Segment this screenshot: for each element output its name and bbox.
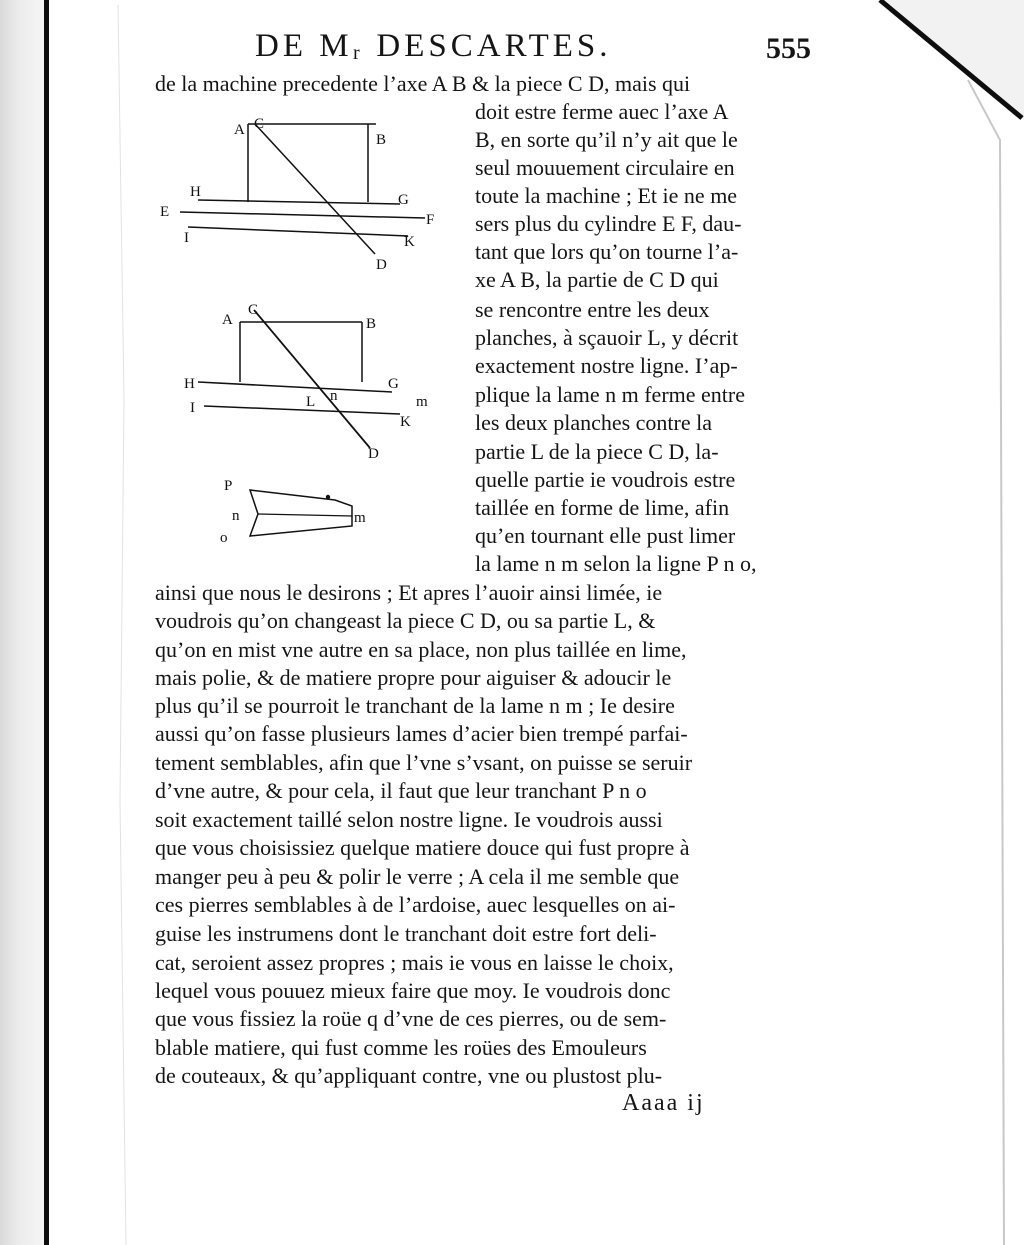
- fig1-label-g: G: [398, 192, 409, 208]
- fig1-label-e: E: [160, 204, 170, 220]
- fig2-label-c: C: [248, 302, 259, 318]
- text-line: guise les instrumens dont le tranchant doit estre fort deli-: [155, 921, 657, 946]
- figure-1-diagram: [150, 112, 450, 272]
- text-line: taillée en forme de lime, afin: [475, 495, 730, 520]
- text-line: les deux planches contre la: [475, 410, 713, 435]
- text-line: qu’en tournant elle pust limer: [475, 523, 736, 548]
- text-line: plique la lame n m ferme entre: [475, 382, 745, 407]
- fig2-label-n: n: [330, 388, 338, 404]
- text-line: que vous fissiez la roüe q d’vne de ces pierres, ou de sem-: [155, 1006, 667, 1031]
- text-line: xe A B, la partie de C D qui: [475, 267, 719, 292]
- fig1-label-h: H: [190, 184, 201, 200]
- text-line: seul mouuement circulaire en: [475, 155, 735, 180]
- text-line: qu’on en mist vne autre en sa place, non plus taillée en lime,: [155, 637, 687, 662]
- fig2-plank-h: [198, 382, 392, 392]
- text-line: manger peu à peu & polir le verre ; A cela il me semble que: [155, 864, 680, 889]
- text-line: planches, à sçauoir L, y décrit: [475, 325, 739, 350]
- fig2-piece-cd: [254, 310, 370, 448]
- text-line: la lame n m selon la ligne P n o,: [475, 551, 757, 576]
- text-line: cat, seroient assez propres ; mais ie vous en laisse le choix,: [155, 950, 674, 975]
- text-line: mais polie, & de matiere propre pour aiguiser & adoucir le: [155, 665, 672, 690]
- text-line: de couteaux, & qu’appliquant contre, vne ou plustost plu-: [155, 1063, 663, 1088]
- fig1-label-b: B: [376, 132, 387, 148]
- text-line: toute la machine ; Et ie ne me: [475, 183, 738, 208]
- fig1-cylinder-ef: [180, 212, 425, 218]
- fig2-label-l: L: [306, 394, 316, 410]
- fig2-label-a: A: [222, 312, 233, 328]
- fig1-piece-cd: [255, 124, 375, 254]
- text-line: aussi qu’on fasse plusieurs lames d’acier bien trempé parfai-: [155, 721, 688, 746]
- running-head: DE Mᵣ DESCARTES.: [255, 28, 612, 64]
- fig2-label-d: D: [368, 446, 379, 462]
- fig1-label-i: I: [184, 230, 189, 246]
- fig1-label-c: C: [254, 116, 265, 132]
- fig3-dot: [326, 495, 330, 499]
- text-line: plus qu’il se pourroit le tranchant de la lame n m ; Ie desire: [155, 693, 675, 718]
- text-line: se rencontre entre les deux: [475, 297, 710, 322]
- text-line: exactement nostre ligne. I’ap-: [475, 353, 738, 378]
- text-line: que vous choisissiez quelque matiere douce qui fust propre à: [155, 835, 690, 860]
- scan-margin: [0, 0, 46, 1245]
- text-line: ainsi que nous le desirons ; Et apres l’auoir ainsi limée, ie: [155, 580, 663, 605]
- binding-edge: [44, 0, 49, 1245]
- page-number: 555: [766, 32, 811, 65]
- fig1-label-a: A: [234, 122, 245, 138]
- fig2-label-i: I: [190, 400, 195, 416]
- fig1-label-d: D: [376, 257, 387, 272]
- signature-mark: Aaaa ij: [622, 1090, 705, 1116]
- fig3-blade-edge: [258, 514, 352, 516]
- text-line: voudrois qu’on changeast la piece C D, ou sa partie L, &: [155, 608, 656, 633]
- text-line: quelle partie ie voudrois estre: [475, 467, 736, 492]
- text-line: sers plus du cylindre E F, dau-: [475, 211, 742, 236]
- fig2-label-k: K: [400, 414, 411, 430]
- text-line: partie L de la piece C D, la-: [475, 439, 719, 464]
- figure-2-diagram: [180, 298, 440, 463]
- fig1-label-f: F: [426, 212, 435, 228]
- fig3-blade-outline: [250, 490, 352, 536]
- text-line: soit exactement taillé selon nostre ligne. Ie voudrois aussi: [155, 807, 663, 832]
- fig3-label-n: n: [232, 508, 240, 524]
- fig1-plank-h: [198, 200, 400, 204]
- text-line: de la machine precedente l’axe A B & la piece C D, mais qui: [155, 71, 691, 96]
- fig3-label-o: o: [220, 530, 228, 546]
- fig2-label-g: G: [388, 376, 399, 392]
- figure-3-diagram: [210, 470, 380, 550]
- fig3-label-m: m: [354, 510, 366, 526]
- fig1-plank-i: [188, 227, 408, 236]
- fig2-label-b: B: [366, 316, 377, 332]
- text-line: ces pierres semblables à de l’ardoise, auec lesquelles on ai-: [155, 892, 676, 917]
- text-line: B, en sorte qu’il n’y ait que le: [475, 127, 738, 152]
- text-line: blable matiere, qui fust comme les roües des Emouleurs: [155, 1035, 647, 1060]
- fig2-plank-i: [204, 406, 400, 414]
- fig1-label-k: K: [404, 234, 415, 250]
- text-line: doit estre ferme auec l’axe A: [475, 99, 729, 124]
- text-line: d’vne autre, & pour cela, il faut que leur tranchant P n o: [155, 778, 647, 803]
- fig2-label-h: H: [184, 376, 195, 392]
- text-line: tant que lors qu’on tourne l’a-: [475, 239, 739, 264]
- text-line: tement semblables, afin que l’vne s’vsant, on puisse se seruir: [155, 750, 693, 775]
- text-line: lequel vous pouuez mieux faire que moy. Ie voudrois donc: [155, 978, 671, 1003]
- fig3-label-p: P: [224, 478, 233, 494]
- fig2-label-m: m: [416, 394, 428, 410]
